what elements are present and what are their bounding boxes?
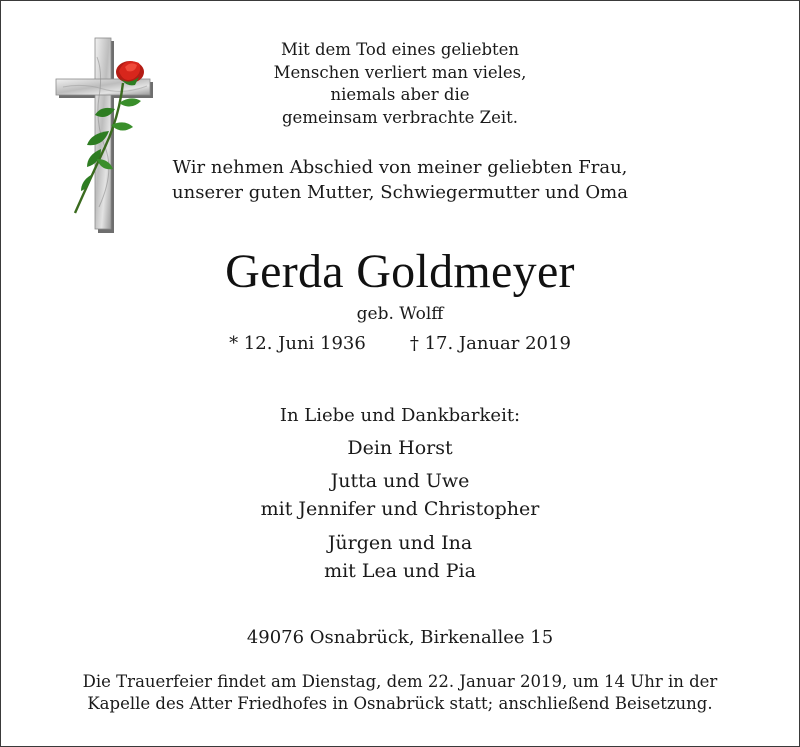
mourner-spouse: Dein Horst: [347, 437, 453, 459]
deceased-name: Gerda Goldmeyer: [225, 245, 575, 298]
family-line: Jürgen und Ina: [327, 532, 473, 554]
life-dates: [1, 332, 799, 356]
farewell-intro: [141, 155, 659, 205]
death-date: † 17. Januar 2019: [409, 333, 571, 354]
birth-date: * 12. Juni 1936: [229, 333, 366, 354]
quote-line: Mit dem Tod eines geliebten: [280, 40, 520, 59]
birth-name: geb. Wolff: [356, 304, 444, 324]
memorial-quote: [201, 39, 599, 129]
quote-line: Menschen verliert man vieles,: [273, 62, 527, 82]
ceremony-line: Die Trauerfeier findet am Dienstag, dem 22. Januar 2019, um 14 Uhr in der: [82, 672, 718, 691]
ceremony-line: Kapelle des Atter Friedhofes in Osnabrück statt; anschließend Beisetzung.: [87, 694, 713, 713]
funeral-details: [41, 671, 759, 715]
family-line: Jutta und Uwe: [330, 470, 470, 492]
mourners-intro: In Liebe und Dankbarkeit:: [279, 405, 521, 426]
intro-line: unserer guten Mutter, Schwiegermutter und Oma: [172, 182, 628, 203]
mourner-family-2: [1, 529, 799, 585]
family-address: 49076 Osnabrück, Birkenallee 15: [246, 627, 554, 648]
quote-line: niemals aber die: [330, 85, 470, 104]
intro-line: Wir nehmen Abschied von meiner geliebten Frau,: [172, 157, 628, 178]
family-line: mit Lea und Pia: [324, 560, 476, 582]
mourner-family-1: [1, 467, 799, 523]
family-line: mit Jennifer und Christopher: [260, 498, 540, 520]
quote-line: gemeinsam verbrachte Zeit.: [282, 107, 518, 127]
